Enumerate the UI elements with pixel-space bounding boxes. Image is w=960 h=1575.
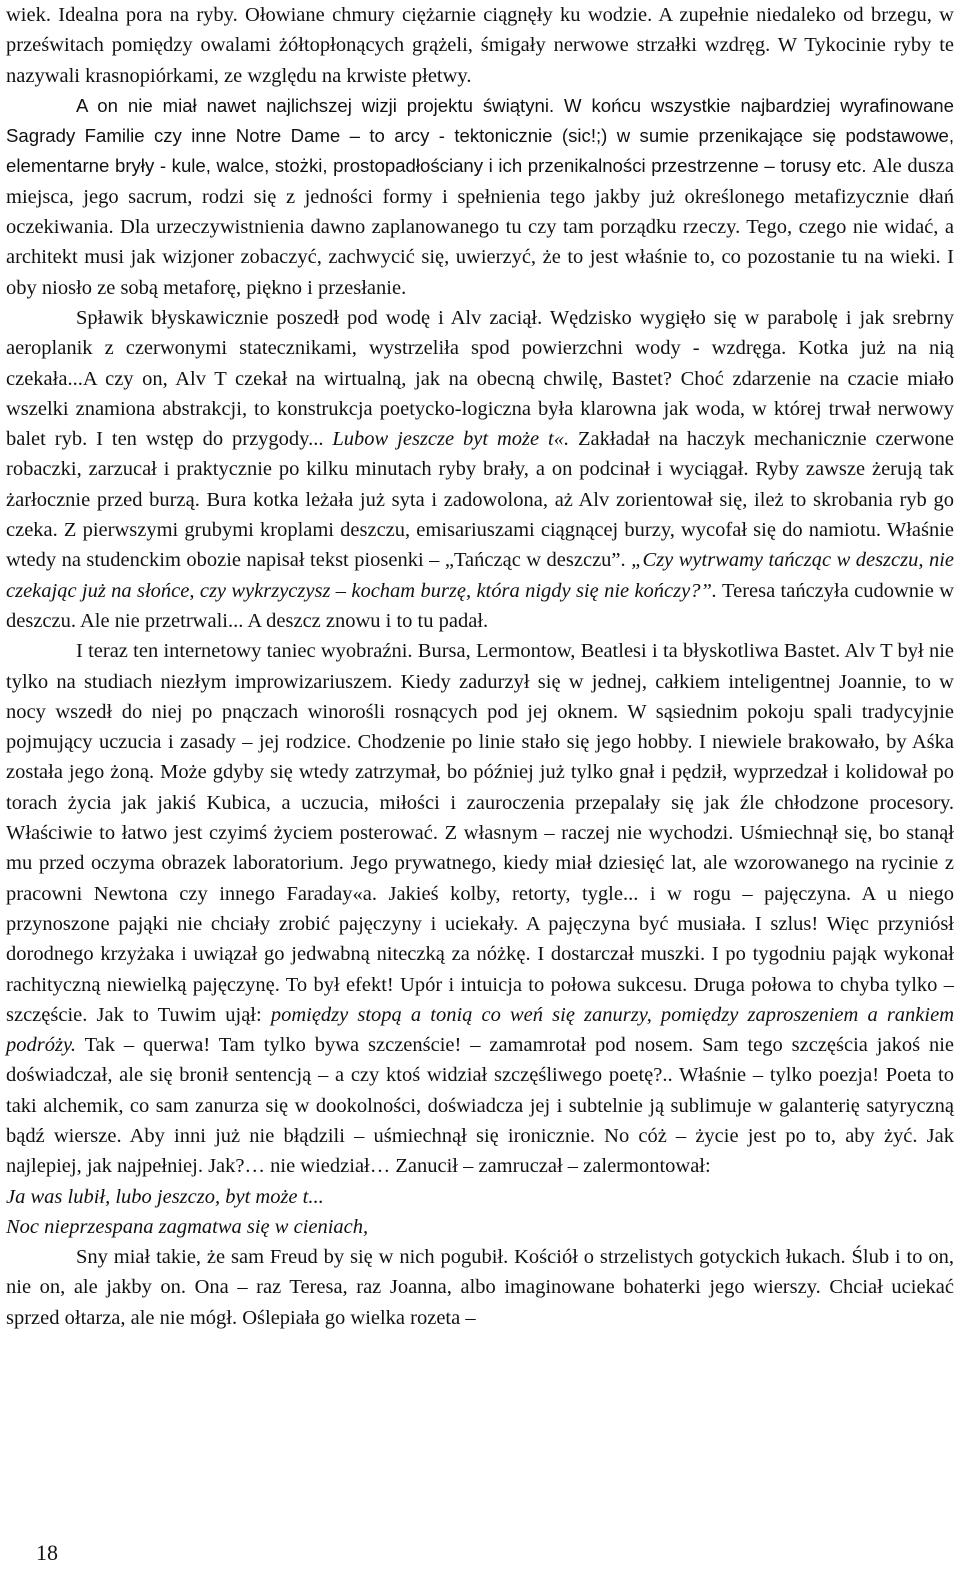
verse-line-1: [6, 1182, 954, 1212]
paragraph-text: Zakładał na haczyk mechanicznie czerwone robaczki, zarzucał i praktycznie po kilku minutach ryby brały, a on podcinał i wyciągał. Ryby zawsze żerują tak żarłocznie przed burzą. Bura kotka leżała już syta i zadowolona, aż Alv zorientował się, ileż to skrobania ryb go czeka. Z pierwszymi grubymi kroplami deszczu, emisariuszami ciągnącej burzy, wycofał się do namiotu. Właśnie wtedy na studenckim obozie napisał tekst piosenki – „Tańcząc w deszczu”.: [6, 428, 955, 572]
paragraph-text: A on nie miał nawet najlichszej wizji projektu świątyni. W końcu wszystkie najbardziej wyrafinowane Sagrady Familie czy inne Notre Dame – to arcy - tektonicznie (sic!;) w sumie przenikające się podstawowe, elementarne bryły - kule, walce, stożki, prostopadłościany i ich przenikalności przestrzenne – torusy etc.: [6, 94, 954, 177]
paragraph-text: Sny miał takie, że sam Freud by się w nich pogubił. Kościół o strzelistych gotyckich łukach. Ślub i to on, nie on, ale jakby on. Ona – raz Teresa, raz Joanna, albo imaginowane bohaterki jego wierszy. Chciał uciekać sprzed ołtarza, ale nie mógł. Oślepiała go wielka rozeta –: [6, 1246, 954, 1329]
paragraph-text: wiek. Idealna pora na ryby. Ołowiane chmury ciężarnie ciągnęły ku wodzie. A zupełnie niedaleko od brzegu, w prześwitach pomiędzy owalami żółtopłonących grążeli, śmigały nerwowe strzałki wzdręg. W Tykocinie ryby te nazywali krasnopiórkami, ze względu na krwiste płetwy.: [6, 4, 954, 87]
paragraph-text: I teraz ten internetowy taniec wyobraźni. Bursa, Lermontow, Beatlesi i ta błyskotliwa Bastet. Alv T był nie tylko na studiach niezłym improwizariuszem. Kiedy zadurzył się w jednej, całkiem inteligentnej Joannie, to w nocy wszedł do niej po pnączach winorośli rosnących pod jej oknem. W sąsiednim pokoju spali tradycyjnie pojmujący uczucia i zasady – jej rodzice. Chodzenie po linie stało się jego hobby. I niewiele brakowało, by Aśka została jego żoną. Może gdyby się wtedy zatrzymał, bo później już tylko gnał i pędził, wyprzedzał i kolidował po torach życia jak jakiś Kubica, a uczucia, miłości i zauroczenia przepalały się jak źle chłodzone procesory. Właściwie to łatwo jest czyimś życiem posterować. Z własnym – raczej nie wychodzi. Uśmiechnął się, bo stanął mu przed oczyma obrazek laboratorium. Jego prywatnego, kiedy miał dziesięć lat, ale wzorowanego na rycinie z pracowni Newtona czy innego Faraday«a. Jakieś kolby, retorty, tygle... i w rogu – pajęczyna. A u niego przynoszone pająki nie chciały zrobić pajęczyny i uciekały. A pajęczyna być musiała. I szlus! Więc przyniósł dorodnego krzyżaka i uwiązał go jedwabną niteczką za nóżkę. I dostarczał muszki. I po tygodniu pająk wykonał rachityczną niewielką pajęczynę. To był efekt! Upór i intuicja to połowa sukcesu. Druga połowa to chyba tylko – szczęście. Jak to Tuwim ujął:: [6, 640, 954, 1026]
italic-quote: Lubow jeszcze byt może t«.: [332, 428, 570, 451]
italic-verse: Ja was lubił, lubo jeszczo, byt może t...: [6, 1185, 324, 1208]
verse-line-2: [6, 1212, 954, 1242]
italic-tuwim-quote: pomiędzy stopą a tonią co weń się zanurzy, pomiędzy zaproszeniem a rankiem podróży.: [6, 1003, 954, 1057]
paragraph-internet-dance: [6, 636, 954, 1181]
page-number: 18: [36, 1540, 58, 1565]
paragraph-text: Ale dusza miejsca, jego sacrum, rodzi się z jedności formy i spełnienia tego jakby już określonego metafizycznie dłań oczekiwania. Dla urzeczywistnienia dawno zaplanowanego tu czy tam porządku rzeczy. Tego, czego nie widać, a architekt musi jak wizjoner zobaczyć, zachwycić się, uwierzyć, że to jest właśnie to, co pozostanie tu na wieki. I oby niosło ze sobą metaforę, piękno i przesłanie.: [6, 155, 955, 299]
paragraph-fishing-intro: [6, 0, 954, 91]
document-body: [6, 0, 954, 1333]
paragraph-text: Spławik błyskawicznie poszedł pod wodę i Alv zaciął. Wędzisko wygięło się w parabolę i jak srebrny aeroplanik z czerwonymi statecznikami, wystrzeliła spod powierzchni wody - wzdręga. Kotka już na nią czekała...A czy on, Alv T czekał na wirtualną, jak na obecną chwilę, Bastet? Choć zdarzenie na czacie miało wszelki znamiona abstrakcji, to konstrukcja poetycko-logiczna była klarowna jak woda, w której trwał nerwowy balet ryb. I ten wstęp do przygody...: [6, 306, 954, 451]
paragraph-temple: [6, 91, 954, 303]
paragraph-float: [6, 303, 954, 636]
paragraph-text: Teresa tańczyła cudownie w deszczu. Ale nie przetrwali... A deszcz znowu i to tu padał.: [6, 579, 955, 632]
italic-song-lyric: „Czy wytrwamy tańcząc w deszczu, nie czekając już na słońce, czy wykrzyczysz – kocham burzę, która nigdy się nie kończy?”.: [6, 549, 954, 602]
italic-verse: Noc nieprzespana zagmatwa się w cieniach,: [6, 1215, 369, 1238]
paragraph-text: Tak – querwa! Tam tylko bywa szczenście! – zamamrotał pod nosem. Sam tego szczęścia jakoś nie doświadczał, ale się bronił sentencją – a czy ktoś widział szczęśliwego poetę?.. Właśnie – tylko poezja! Poeta to taki alchemik, co sam zanurza się w dookolności, doświadcza jej i subtelnie ją sublimuje w galanterię satyryczną bądź wiersze. Aby inni już nie błądzili – uśmiechnął się ironicznie. No cóż – życie jest po to, aby żyć. Jak najlepiej, jak najpełniej. Jak?… nie wiedział… Zanucił – zamruczał – zalermontował:: [6, 1034, 954, 1178]
paragraph-dreams: [6, 1242, 954, 1333]
